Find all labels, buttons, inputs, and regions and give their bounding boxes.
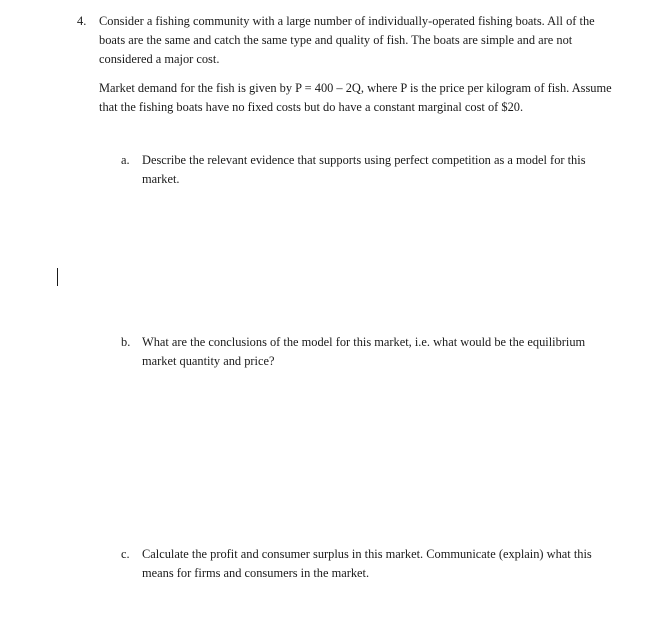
part-a <box>121 151 611 189</box>
text-cursor[interactable] <box>57 268 58 286</box>
question-intro: Consider a fishing community with a large number of individually-operated fishing boats. All of the boats are the same and catch the same type and quality of fish. The boats are simple and are not considered a major cost. <box>99 14 595 66</box>
part-c-text: Calculate the profit and consumer surplus in this market. Communicate (explain) what this means for firms and consumers in the market. <box>142 547 592 580</box>
part-c <box>121 545 611 583</box>
part-b-text: What are the conclusions of the model for this market, i.e. what would be the equilibrium market quantity and price? <box>142 335 586 368</box>
part-c-label: c. <box>121 547 130 561</box>
question-4 <box>77 12 617 117</box>
question-body <box>99 12 617 117</box>
part-a-label: a. <box>121 153 130 167</box>
part-b-label: b. <box>121 335 131 349</box>
part-a-text: Describe the relevant evidence that supports using perfect competition as a model for this market. <box>142 153 586 186</box>
part-b <box>121 333 611 371</box>
question-number: 4. <box>77 14 87 28</box>
market-demand-paragraph: Market demand for the fish is given by P = 400 – 2Q, where P is the price per kilogram of fish. Assume that the fishing boats have no fixed costs but do have a constant marginal cost of $20. <box>99 81 612 114</box>
